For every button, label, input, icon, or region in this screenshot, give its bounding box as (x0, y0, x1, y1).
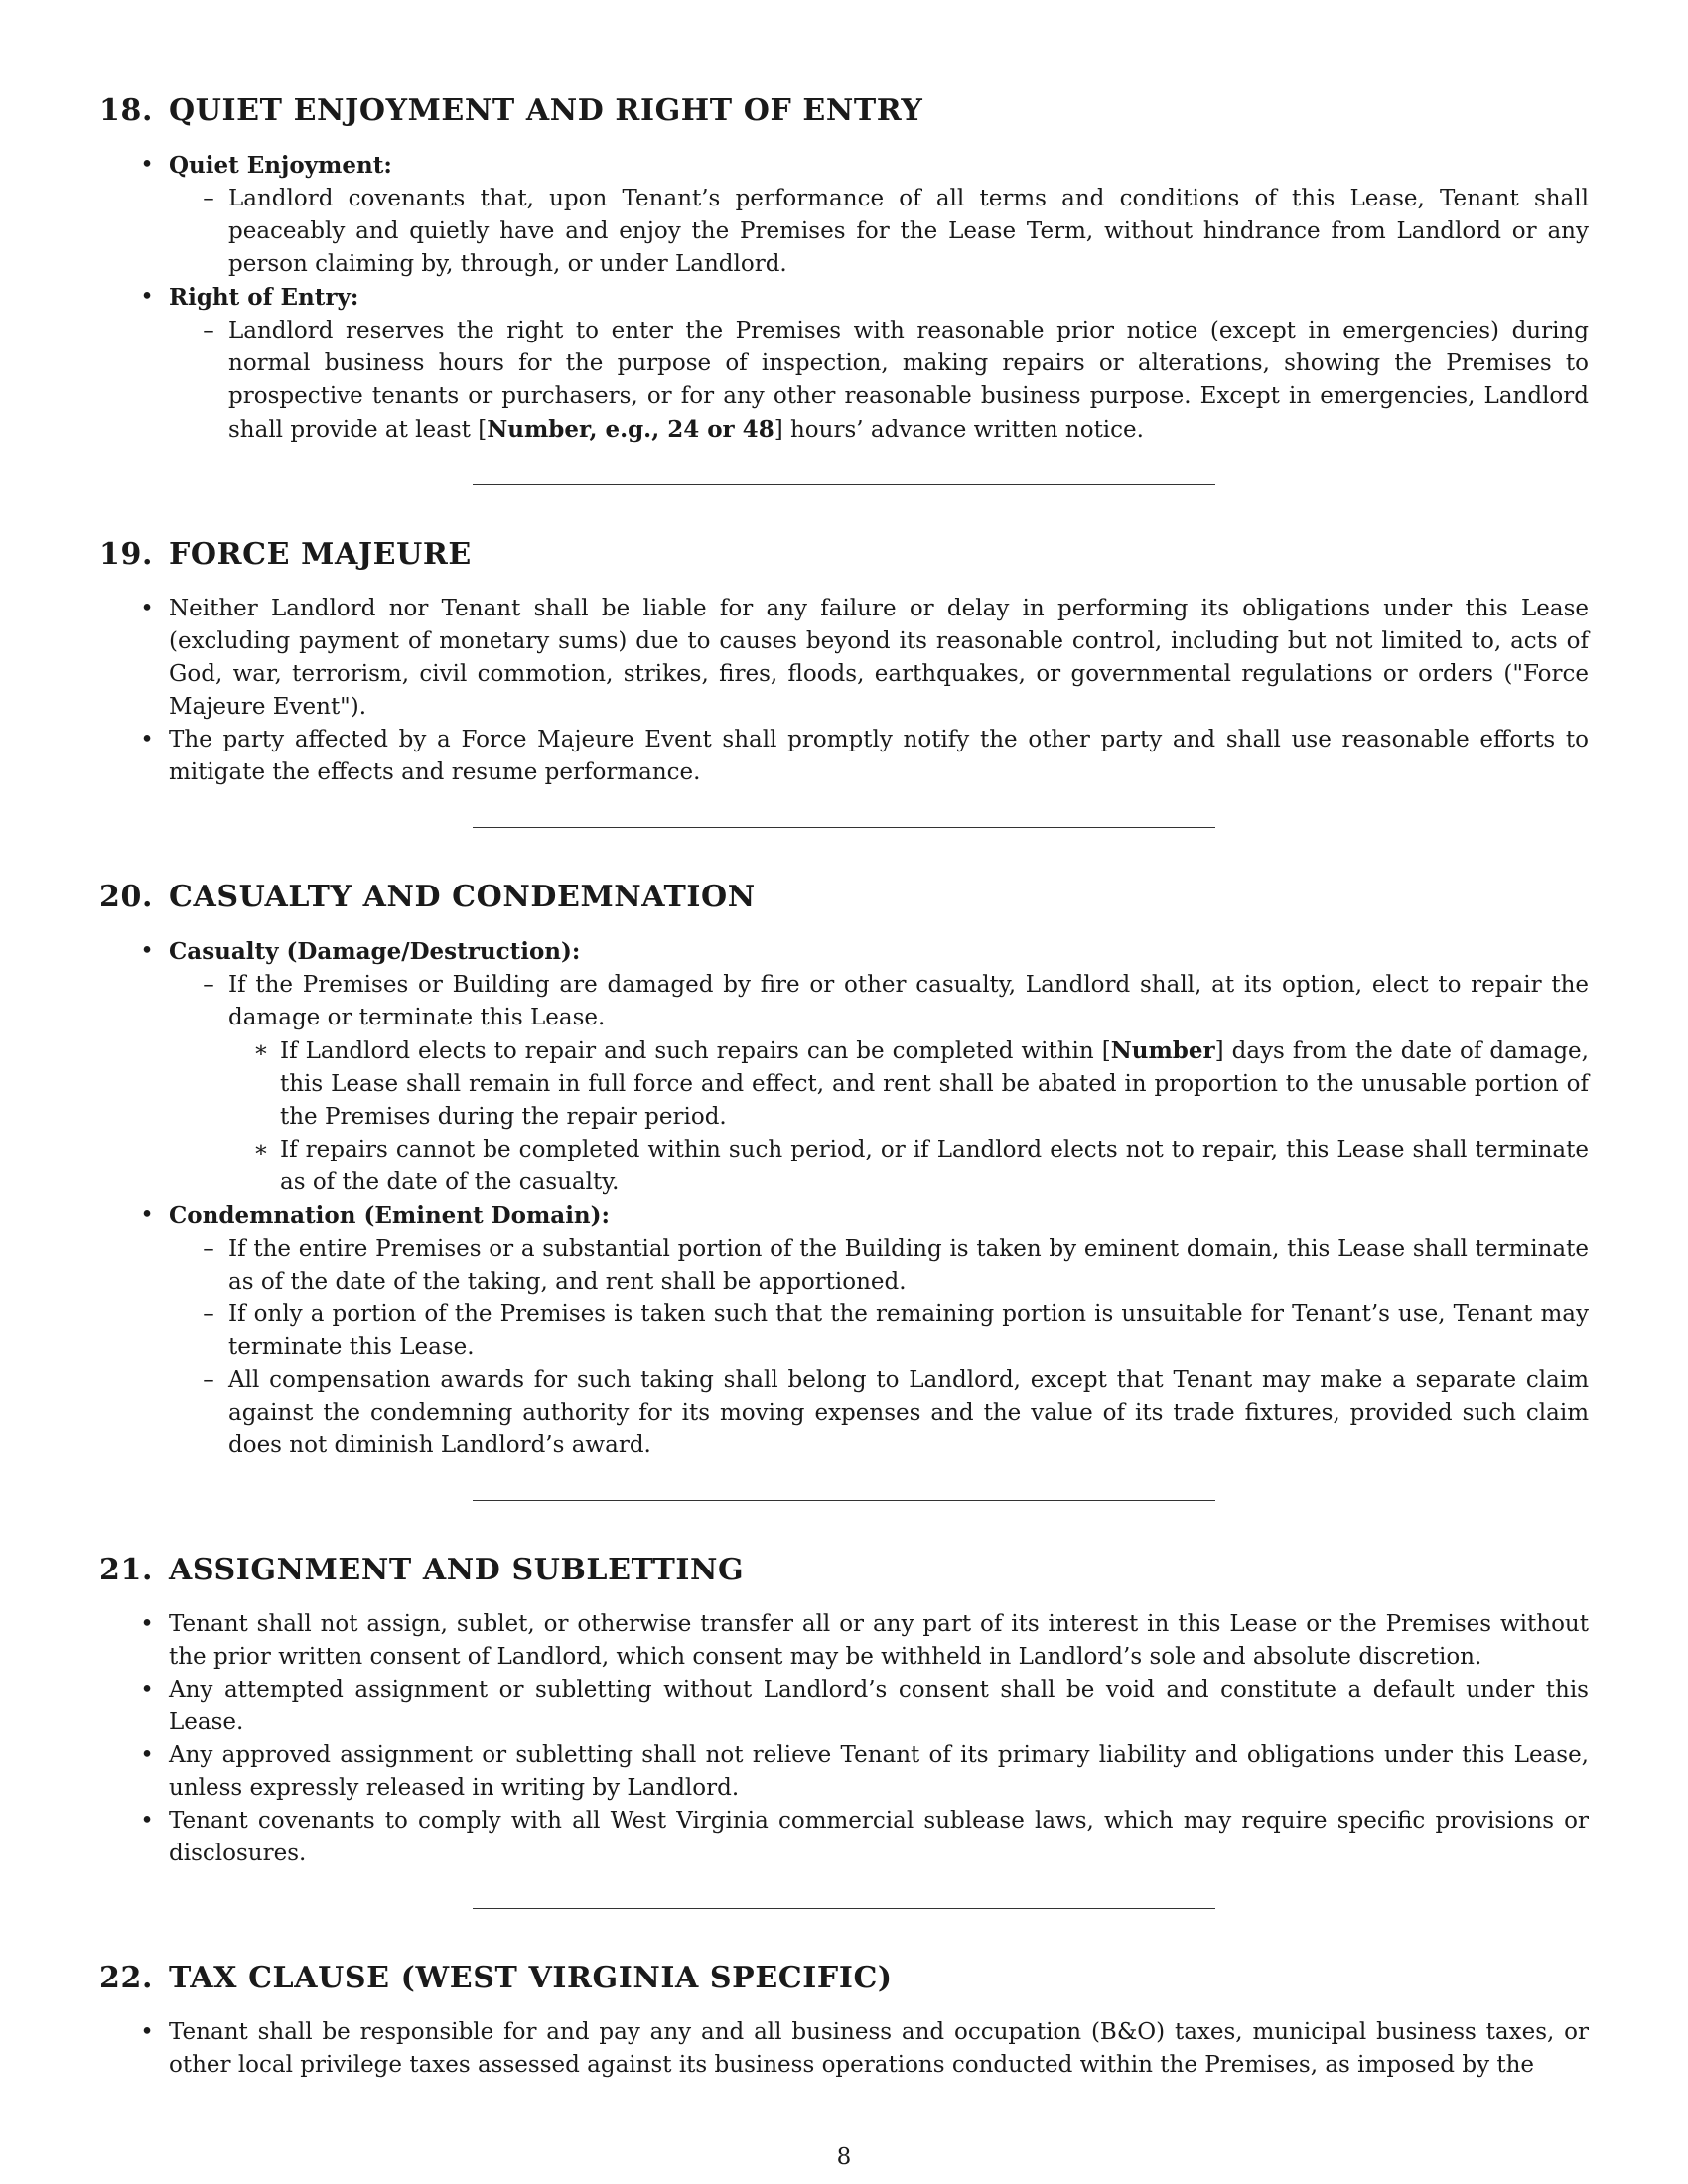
list-item (169, 969, 1589, 1199)
list-item (99, 593, 1589, 724)
clause-text: Tenant shall not assign, sublet, or otherwise transfer all or any part of its interest in this Lease or the Premises without the prior written consent of Landlord, which consent may be withheld in Landlord’s sole and absolute discretion. (169, 1611, 1589, 1670)
bullet-list (99, 1608, 1589, 1870)
bullet-marker: • (140, 727, 154, 752)
list-item (228, 1134, 1589, 1199)
section-number: 18. (99, 93, 153, 128)
page-number: 8 (836, 2144, 852, 2170)
section-divider (473, 1500, 1215, 1501)
section-number: 19. (99, 537, 153, 572)
placeholder-text: Number, e.g., 24 or 48 (487, 416, 774, 443)
section-heading (99, 91, 1589, 131)
dash-marker: – (203, 318, 214, 343)
sub-list (169, 183, 1589, 281)
bullet-marker: • (140, 596, 154, 621)
dash-marker: – (203, 1236, 214, 1262)
list-item (228, 1034, 1589, 1134)
subsection-heading: Condemnation (Eminent Domain): (169, 1202, 611, 1229)
section-divider (473, 827, 1215, 828)
section-heading (99, 1551, 1589, 1590)
bullet-list (99, 2016, 1589, 2082)
placeholder-text: Number (1110, 1037, 1215, 1064)
clause-text: hours’ advance written notice. (782, 417, 1144, 443)
list-item (99, 281, 1589, 447)
dash-marker: – (203, 1367, 214, 1393)
section-title: FORCE MAJEURE (169, 537, 472, 572)
clause-text: The party affected by a Force Majeure Event shall promptly notify the other party and shall use reasonable efforts to mitigate the effects and resume performance. (169, 727, 1589, 785)
bracket-close: ] (1214, 1038, 1224, 1064)
clause-text: Tenant shall be responsible for and pay any and all business and occupation (B&O) taxes, municipal business taxes, or other local privilege taxes assessed against its business operations conducted within the Premises, as imposed by the (169, 2019, 1589, 2078)
clause-text: days from the date of damage, this Lease shall remain in full force and effect, and rent shall be abated in proportion to the unusable portion of the Premises during the repair period. (280, 1038, 1589, 1130)
bracket-open: [ (1101, 1038, 1111, 1064)
clause-text: Landlord reserves the right to enter the Premises with reasonable prior notice (except in emergencies) during normal business hours for the purpose of inspection, making repairs or alterations, showing the Premises to prospective tenants or purchasers, or for any other reasonable business purpose. Except in emergencies, Landlord shall provide at least (228, 318, 1589, 443)
bullet-marker: • (140, 938, 154, 964)
list-item (99, 2016, 1589, 2082)
clause-text: Tenant covenants to comply with all West Virginia commercial sublease laws, which may require specific provisions or disclosures. (169, 1808, 1589, 1866)
clause-text: All compensation awards for such taking shall belong to Landlord, except that Tenant may make a separate claim against the condemning authority for its moving expenses and the value of its trade fixtures, provided such claim does not diminish Landlord’s award. (228, 1367, 1589, 1458)
bullet-marker: • (140, 1742, 154, 1768)
clause-text: Any attempted assignment or subletting without Landlord’s consent shall be void and constitute a default under this Lease. (169, 1677, 1589, 1735)
bullet-marker: • (140, 2019, 154, 2045)
section-22 (99, 1959, 1589, 2082)
subsection-heading: Right of Entry: (169, 284, 359, 311)
section-20 (99, 878, 1589, 1462)
clause-text: If repairs cannot be completed within such period, or if Landlord elects not to repair, this Lease shall terminate as of the date of the casualty. (280, 1137, 1589, 1195)
section-number: 22. (99, 1961, 153, 1995)
list-item (169, 183, 1589, 281)
section-title: TAX CLAUSE (WEST VIRGINIA SPECIFIC) (169, 1961, 893, 1995)
section-number: 20. (99, 880, 153, 914)
list-item (99, 1805, 1589, 1870)
bracket-open: [ (478, 417, 488, 443)
clause-text: Landlord covenants that, upon Tenant’s performance of all terms and conditions of this Lease, Tenant shall peaceably and quietly have and enjoy the Premises for the Lease Term, without hindrance from Landlord or any person claiming by, through, or under Landlord. (228, 186, 1589, 277)
clause-text: If the Premises or Building are damaged by fire or other casualty, Landlord shall, at its option, elect to repair the damage or terminate this Lease. (228, 972, 1589, 1030)
clause-text: If Landlord elects to repair and such repairs can be completed within (280, 1038, 1102, 1064)
sub-sub-list (228, 1034, 1589, 1199)
star-marker: ∗ (253, 1137, 269, 1162)
star-marker: ∗ (253, 1037, 269, 1063)
section-title: CASUALTY AND CONDEMNATION (169, 880, 756, 914)
sub-list (169, 1233, 1589, 1462)
bullet-list (99, 149, 1589, 447)
clause-text: If only a portion of the Premises is taken such that the remaining portion is unsuitable for Tenant’s use, Tenant may terminate this Lease. (228, 1301, 1589, 1360)
section-heading (99, 535, 1589, 575)
section-heading (99, 1959, 1589, 1998)
bullet-marker: • (140, 152, 154, 178)
section-19 (99, 535, 1589, 789)
section-number: 21. (99, 1553, 153, 1587)
list-item (169, 1298, 1589, 1364)
bullet-marker: • (140, 1611, 154, 1637)
bullet-list (99, 593, 1589, 789)
dash-marker: – (203, 186, 214, 211)
dash-marker: – (203, 972, 214, 998)
list-item (99, 724, 1589, 789)
list-item (99, 149, 1589, 281)
section-18 (99, 91, 1589, 447)
list-item (169, 1233, 1589, 1298)
section-title: QUIET ENJOYMENT AND RIGHT OF ENTRY (169, 93, 923, 128)
sub-list (169, 969, 1589, 1199)
bullet-marker: • (140, 1808, 154, 1834)
list-item (99, 935, 1589, 1199)
list-item (99, 1608, 1589, 1674)
bracket-close: ] (774, 417, 783, 443)
list-item (169, 1364, 1589, 1462)
list-item (99, 1739, 1589, 1805)
bullet-marker: • (140, 1677, 154, 1703)
bullet-list (99, 935, 1589, 1462)
dash-marker: – (203, 1301, 214, 1327)
section-divider (473, 1908, 1215, 1909)
section-title: ASSIGNMENT AND SUBLETTING (169, 1553, 745, 1587)
subsection-heading: Quiet Enjoyment: (169, 152, 392, 179)
list-item (169, 315, 1589, 447)
section-divider (473, 484, 1215, 485)
sub-list (169, 315, 1589, 447)
clause-text: Any approved assignment or subletting shall not relieve Tenant of its primary liability and obligations under this Lease, unless expressly released in writing by Landlord. (169, 1742, 1589, 1801)
list-item (99, 1199, 1589, 1462)
list-item (99, 1674, 1589, 1739)
clause-text: Neither Landlord nor Tenant shall be liable for any failure or delay in performing its obligations under this Lease (excluding payment of monetary sums) due to causes beyond its reasonable control, including but not limited to, acts of God, war, terrorism, civil commotion, strikes, fires, floods, earthquakes, or governmental regulations or orders ("Force Majeure Event"). (169, 596, 1589, 720)
bullet-marker: • (140, 1202, 154, 1228)
bullet-marker: • (140, 284, 154, 310)
clause-text: If the entire Premises or a substantial portion of the Building is taken by eminent domain, this Lease shall terminate as of the date of the taking, and rent shall be apportioned. (228, 1236, 1589, 1295)
section-heading (99, 878, 1589, 917)
section-21 (99, 1551, 1589, 1870)
subsection-heading: Casualty (Damage/Destruction): (169, 938, 581, 965)
